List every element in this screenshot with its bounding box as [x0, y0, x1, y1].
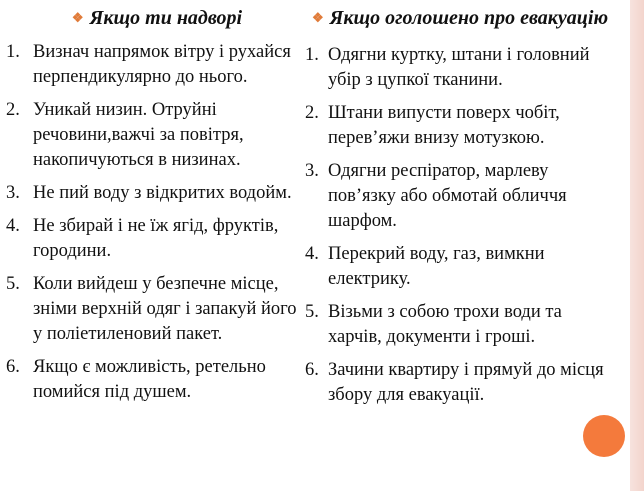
item-text: Зачини квартиру і прямуй до місця збору для евакуації. — [328, 360, 604, 405]
outdoor-heading — [0, 0, 300, 30]
item-number: 1. — [305, 45, 319, 65]
list-item — [305, 101, 615, 151]
item-text: Визнач напрямок вітру і рухайся перпендикулярно до нього. — [33, 42, 291, 87]
list-item — [0, 98, 300, 173]
decorative-circle — [583, 415, 625, 457]
item-number: 4. — [6, 216, 20, 236]
evacuation-list — [305, 43, 615, 408]
item-number: 5. — [6, 274, 20, 294]
item-number: 6. — [6, 357, 20, 377]
item-text: Не пий воду з відкритих водойм. — [33, 183, 292, 203]
item-text: Уникай низин. Отруйні речовини,важчі за повітря, накопичуються в низинах. — [33, 100, 244, 170]
diamond-bullet-icon: ❖ — [311, 10, 324, 25]
item-text: Одягни куртку, штани і головний убір з цупкої тканини. — [328, 45, 590, 90]
item-text: Не збирай і не їж ягід, фруктів, городини. — [33, 216, 279, 261]
list-item — [0, 355, 300, 405]
evacuation-heading-text: Якщо оголошено про евакуацію — [329, 7, 609, 29]
outdoor-list — [0, 40, 300, 405]
item-number: 4. — [305, 244, 319, 264]
item-number: 3. — [6, 183, 20, 203]
item-number: 2. — [6, 100, 20, 120]
list-item — [305, 242, 615, 292]
decorative-side-stripe — [630, 0, 644, 491]
list-item — [305, 159, 615, 234]
list-item — [0, 214, 300, 264]
item-number: 1. — [6, 42, 20, 62]
item-text: Одягни респіратор, марлеву пов’язку або обмотай обличчя шарфом. — [328, 161, 567, 231]
item-text: Штани випусти поверх чобіт, перев’яжи внизу мотузкою. — [328, 103, 560, 148]
diamond-bullet-icon: ❖ — [71, 10, 84, 25]
item-text: Якщо є можливість, ретельно помийся під душем. — [33, 357, 266, 402]
item-number: 3. — [305, 161, 319, 181]
list-item — [0, 181, 300, 206]
outdoor-instructions-column — [0, 0, 300, 413]
item-text: Візьми з собою трохи води та харчів, документи і гроші. — [328, 302, 562, 347]
list-item — [305, 358, 615, 408]
item-number: 2. — [305, 103, 319, 123]
list-item — [305, 43, 615, 93]
list-item — [0, 40, 300, 90]
item-number: 5. — [305, 302, 319, 322]
item-text: Коли вийдеш у безпечне місце, зніми верхній одяг і запакуй його у поліетиленовий пакет. — [33, 274, 297, 344]
item-text: Перекрий воду, газ, вимкни електрику. — [328, 244, 545, 289]
item-number: 6. — [305, 360, 319, 380]
list-item — [0, 272, 300, 347]
evacuation-instructions-column — [305, 0, 615, 416]
outdoor-heading-text: Якщо ти надворі — [89, 7, 243, 29]
list-item — [305, 300, 615, 350]
evacuation-heading — [305, 0, 615, 30]
